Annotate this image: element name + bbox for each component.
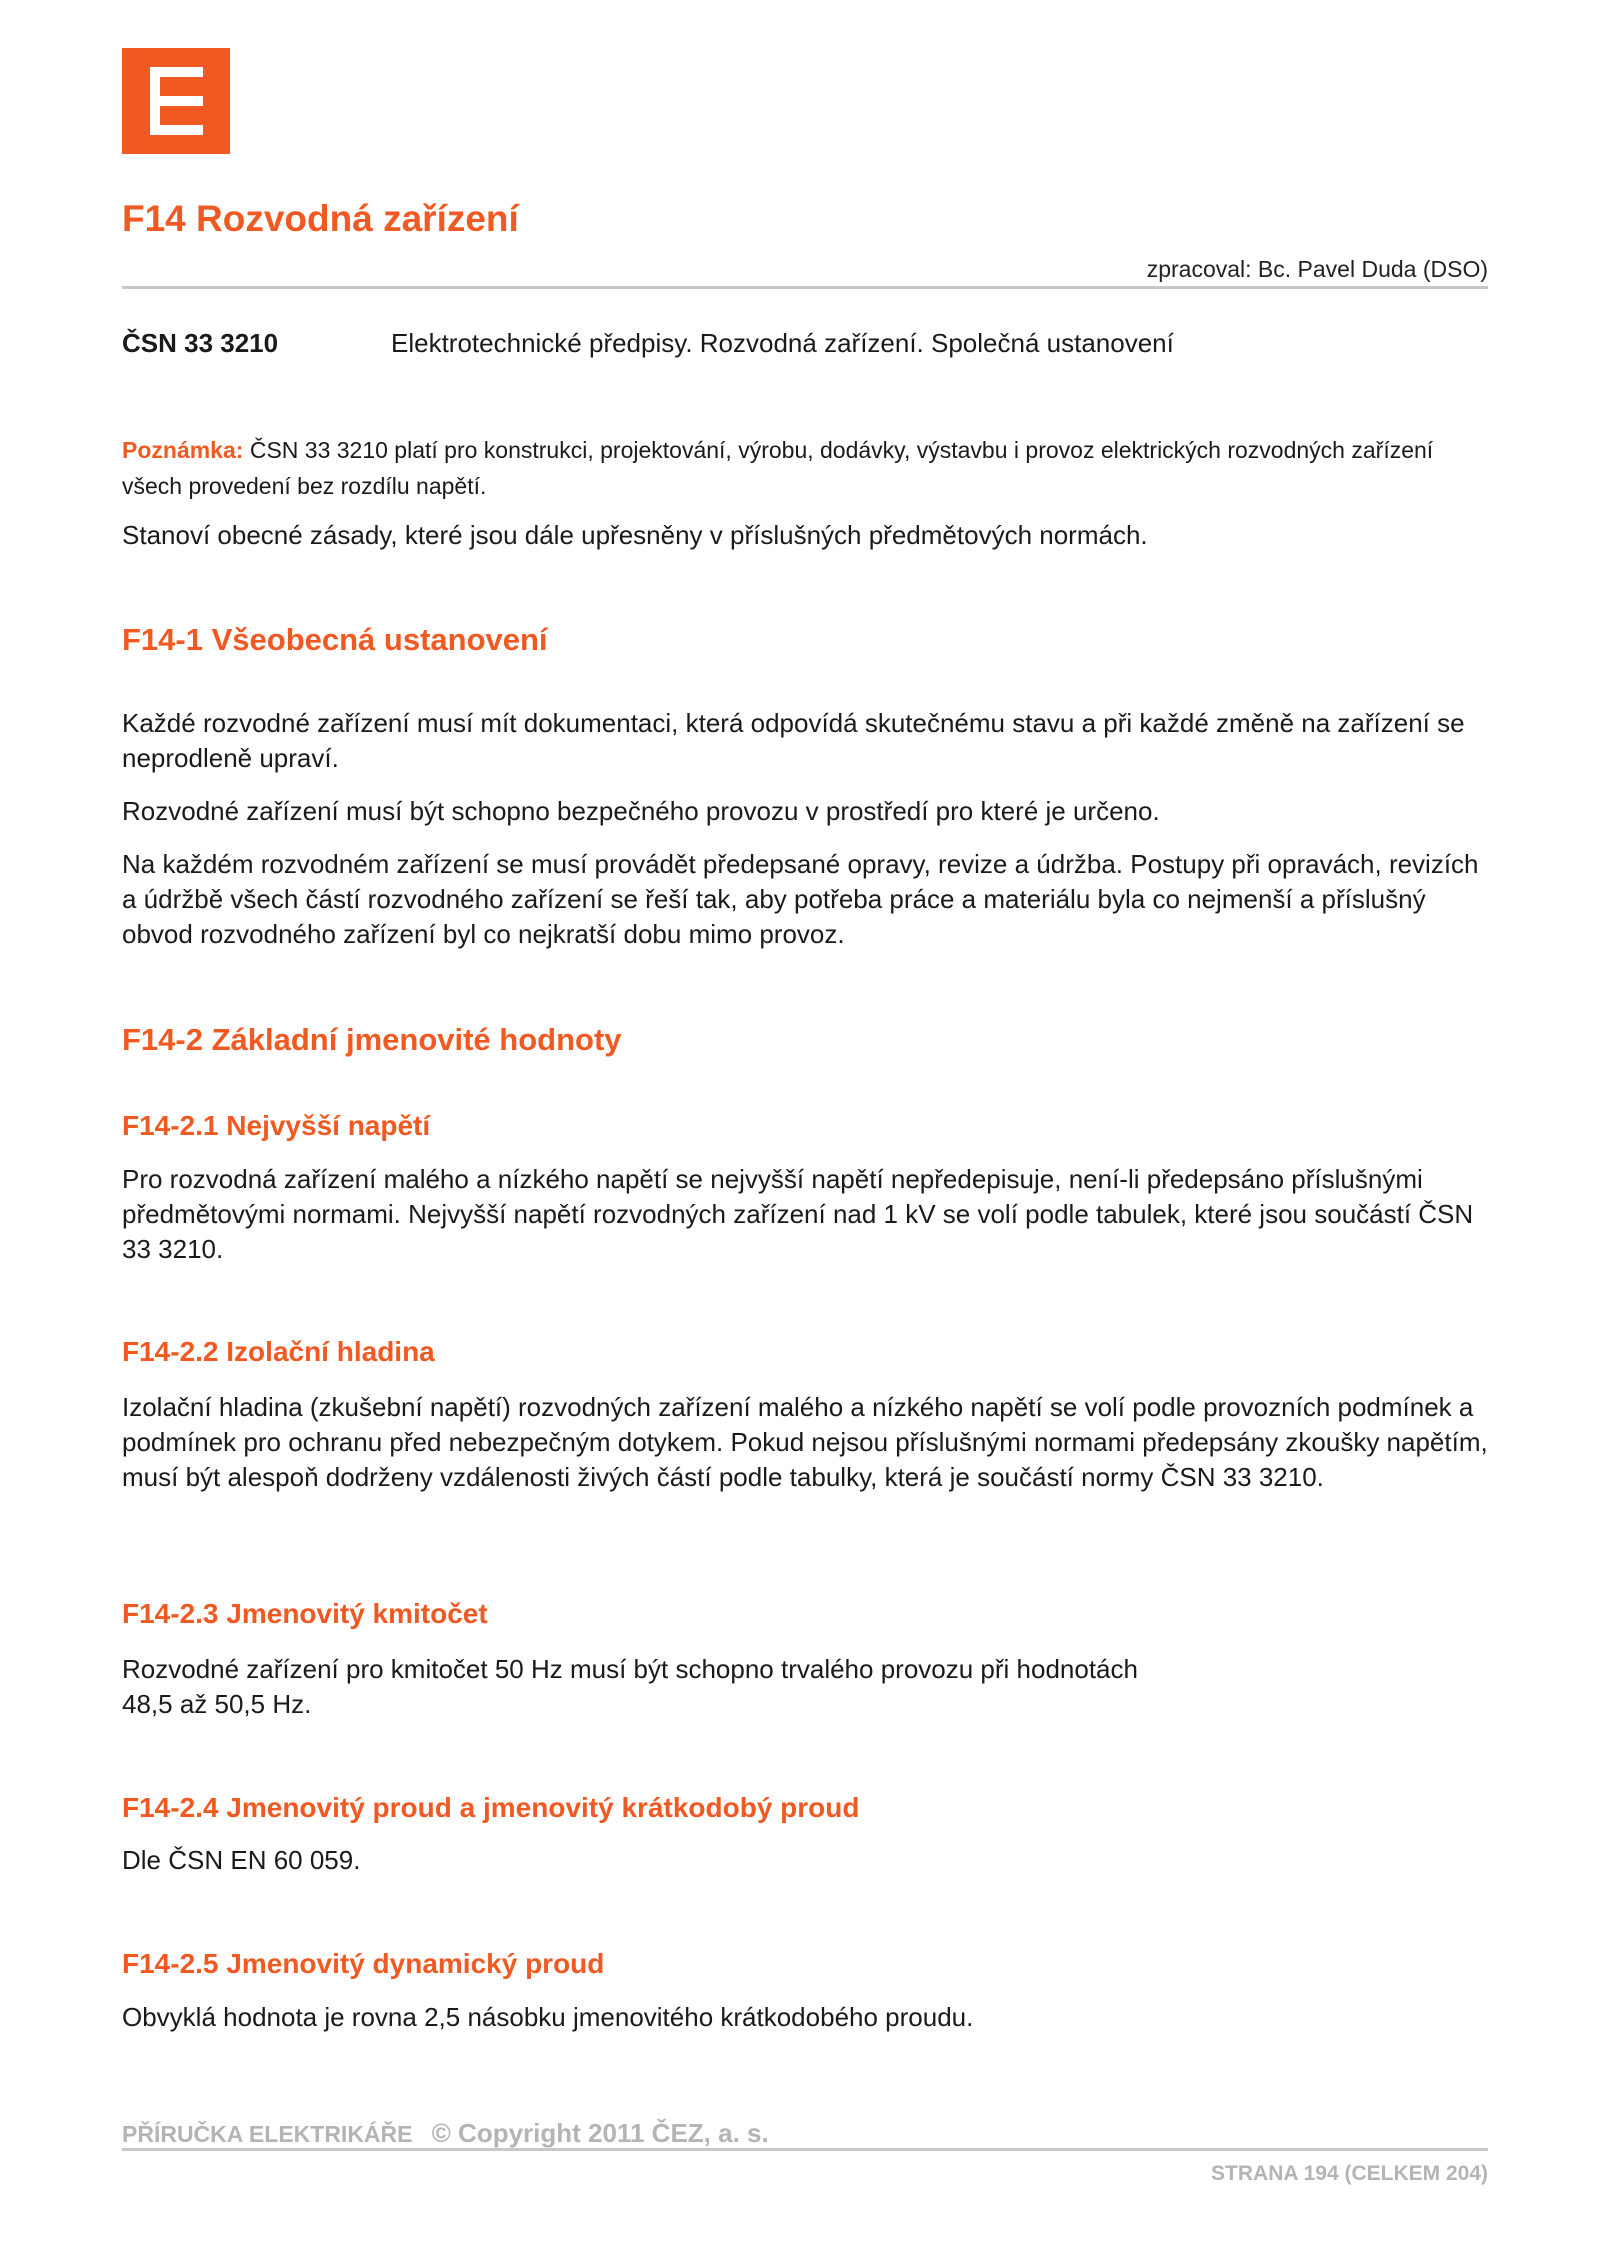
max-voltage-paragraph: Pro rozvodná zařízení malého a nízkého napětí se nejvyšší napětí nepředepisuje, není-li předepsáno příslušnými předmětovými normami. Nejvyšší napětí rozvodných zařízení nad 1 kV se volí podle tabulek, které jsou součástí ČSN 33 3210. bbox=[122, 1164, 1474, 1264]
footer-copyright: © Copyright 2011 ČEZ, a. s. bbox=[431, 2118, 769, 2148]
page-title: F14 Rozvodná zařízení bbox=[122, 198, 519, 239]
general-paragraph-1: Každé rozvodné zařízení musí mít dokumentaci, která odpovídá skutečnému stavu a při každé změně na zařízení se neprodleně upraví. bbox=[122, 708, 1465, 773]
dynamic-current-paragraph: Obvyklá hodnota je rovna 2,5 násobku jmenovitého krátkodobého proudu. bbox=[122, 2002, 974, 2032]
frequency-line-2: 48,5 až 50,5 Hz. bbox=[122, 1689, 312, 1719]
subsection-heading-insulation: F14-2.2 Izolační hladina bbox=[122, 1336, 435, 1367]
footer-page-number: STRANA 194 (CELKEM 204) bbox=[1211, 2162, 1488, 2185]
footer-publication-name: PŘÍRUČKA ELEKTRIKÁŘE bbox=[122, 2121, 413, 2147]
rated-current-paragraph: Dle ČSN EN 60 059. bbox=[122, 1845, 361, 1875]
standard-title: Elektrotechnické předpisy. Rozvodná zařízení. Společná ustanovení bbox=[391, 328, 1174, 358]
frequency-line-1: Rozvodné zařízení pro kmitočet 50 Hz musí být schopno trvalého provozu při hodnotách bbox=[122, 1654, 1138, 1684]
header-divider bbox=[122, 286, 1488, 289]
section-heading-general: F14-1 Všeobecná ustanovení bbox=[122, 622, 548, 657]
subsection-heading-dynamic-current: F14-2.5 Jmenovitý dynamický proud bbox=[122, 1948, 605, 1979]
standard-code: ČSN 33 3210 bbox=[122, 328, 279, 358]
section-heading-ratings: F14-2 Základní jmenovité hodnoty bbox=[122, 1022, 622, 1057]
subsection-heading-frequency: F14-2.3 Jmenovitý kmitočet bbox=[122, 1598, 488, 1629]
insulation-paragraph: Izolační hladina (zkušební napětí) rozvodných zařízení malého a nízkého napětí se volí podle provozních podmínek a podmínek pro ochranu před nebezpečným dotykem. Pokud nejsou příslušnými normami předepsány zkoušky napětím, musí být alespoň dodrženy vzdálenosti živých částí podle tabulky, která je součástí normy ČSN 33 3210. bbox=[122, 1392, 1488, 1492]
note-label: Poznámka: bbox=[122, 437, 244, 463]
cez-logo bbox=[122, 48, 230, 154]
note-text: ČSN 33 3210 platí pro konstrukci, projektování, výrobu, dodávky, výstavbu i provoz elektrických rozvodných zařízení všech provedení bez rozdílu napětí. bbox=[122, 437, 1434, 499]
general-paragraph-2: Rozvodné zařízení musí být schopno bezpečného provozu v prostředí pro které je určeno. bbox=[122, 796, 1160, 826]
frequency-paragraph bbox=[122, 1652, 1492, 1722]
subsection-heading-max-voltage: F14-2.1 Nejvyšší napětí bbox=[122, 1110, 431, 1141]
general-paragraph-3: Na každém rozvodném zařízení se musí provádět předepsané opravy, revize a údržba. Postupy při opravách, revizích a údržbě všech částí rozvodného zařízení se řeší tak, aby potřeba práce a materiálu byla co nejmenší a příslušný obvod rozvodného zařízení byl co nejkratší dobu mimo provoz. bbox=[122, 849, 1479, 949]
note bbox=[122, 432, 1488, 504]
intro-paragraph: Stanoví obecné zásady, které jsou dále upřesněny v příslušných předmětových normách. bbox=[122, 520, 1148, 550]
footer-divider bbox=[122, 2148, 1488, 2151]
subsection-heading-rated-current: F14-2.4 Jmenovitý proud a jmenovitý krátkodobý proud bbox=[122, 1792, 860, 1823]
footer-publication bbox=[122, 2118, 769, 2149]
author-line: zpracoval: Bc. Pavel Duda (DSO) bbox=[1146, 256, 1488, 282]
